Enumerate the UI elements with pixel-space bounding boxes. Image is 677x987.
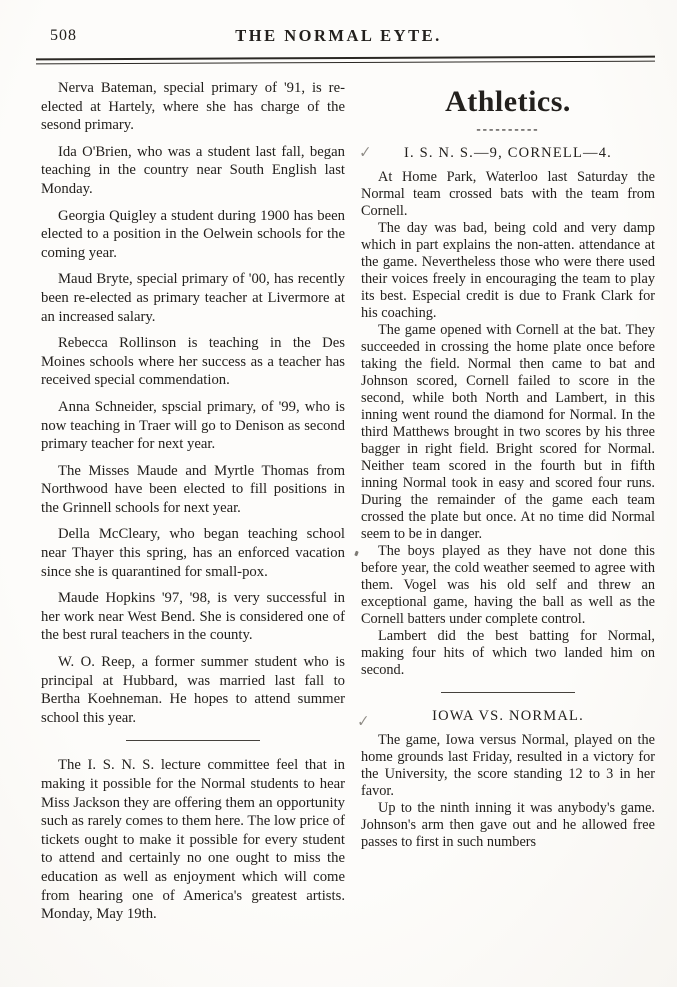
news-item: Georgia Quigley a student during 1900 has been elected to a position in the Oelwein schools for the coming year. [41, 207, 345, 261]
article-paragraph: The game, Iowa versus Normal, played on the home grounds last Friday, resulted in a victory for the University, the score standing 12 to 3 in her favor. [361, 732, 655, 799]
article-paragraph: At Home Park, Waterloo last Saturday the Normal team crossed bats with the team from Cornell. [361, 169, 655, 219]
news-item: The Misses Maude and Myrtle Thomas from Northwood have been elected to fill positions in the Grinnell schools for next year. [41, 462, 345, 516]
news-item: Della McCleary, who began teaching school near Thayer this spring, has an enforced vacation since she is quarantined for small-pox. [41, 526, 345, 580]
masthead-rule [36, 56, 655, 65]
cornell-game-heading-text: I. S. N. S.—9, CORNELL—4. [403, 145, 613, 161]
right-column [357, 79, 655, 851]
section-divider [126, 740, 260, 741]
iowa-game-heading [357, 708, 655, 732]
pencil-dot-mark [354, 551, 359, 557]
news-item: Maud Bryte, special primary of '00, has recently been re-elected as primary teacher at Livermore at an increased salary. [41, 271, 345, 325]
page-number: 508 [50, 27, 77, 44]
news-item: Maude Hopkins '97, '98, is very successful in her work near West Bend. She is considered one of the best rural teachers in the county. [41, 590, 345, 644]
left-column [41, 79, 345, 932]
masthead-title: THE NORMAL EYTE. [235, 26, 442, 45]
article-paragraph: The day was bad, being cold and very damp which in part explains the non-atten. attendance at the game. Nevertheless those who were there used their voices freely in encouraging the team to play its best. Especial credit is due to Frank Clark for his coaching. [361, 220, 655, 321]
article-paragraph: Up to the ninth inning it was anybody's game. Johnson's arm then gave out and he allowed free passes to first in such numbers [361, 800, 655, 850]
pencil-checkmark-icon: ✓ [357, 710, 371, 732]
news-item: Rebecca Rollinson is teaching in the Des Moines schools where her success as a teacher has received special commendation. [41, 335, 345, 389]
news-item: Nerva Bateman, special primary of '91, is re-elected at Hartely, where she has charge of the sesond primary. [41, 80, 345, 134]
article-paragraph: The game opened with Cornell at the bat. They succeeded in crossing the home plate once before taking the field. Normal then came to bat and Johnson scored, Cornell failed to score in the second, while both North and Lambert, in this inning went round the diamond for Normal. In the third Matthews brought in two scores by his three bagger in right field. Bright scored for Normal. Neither team scored in the fourth but in fifth inning Normal took in easy and scored four runs. During the remainder of the game each team crossed the plate but once. At no time did Normal seem to be in danger. [361, 322, 655, 542]
article-paragraph [361, 543, 655, 628]
dash-ornament: ---------- [476, 121, 540, 136]
news-item: Ida O'Brien, who was a student last fall, began teaching in the country near South English last Monday. [41, 143, 345, 197]
pencil-checkmark-icon: ✓ [359, 141, 373, 163]
athletics-section-title: Athletics. [445, 85, 571, 118]
section-divider [441, 692, 575, 693]
article-paragraph: Lambert did the best batting for Normal, making four hits of which two landed him on second. [361, 628, 655, 678]
news-item: W. O. Reep, a former summer student who is principal at Hubbard, was married last fall to Bertha Koehneman. He hopes to attend summer school this year. [41, 654, 345, 726]
iowa-game-heading-text: IOWA VS. NORMAL. [432, 708, 584, 724]
news-item: Anna Schneider, spscial primary, of '99, who is now teaching in Traer will go to Denison as second primary teacher for next year. [41, 398, 345, 453]
lecture-note-paragraph: The I. S. N. S. lecture committee feel that in making it possible for the Normal students to hear Miss Jackson they are offering them an opportunity such as rarely comes to them here. The low price of tickets ought to make it possible for every student to attend and certainly no one ought to miss the education as well as enjoyment which will come from hearing one of America's greatest artists. Monday, May 19th. [41, 757, 345, 923]
cornell-game-heading [359, 141, 655, 163]
article-paragraph-text: The boys played as they have not done this before year, the cold weather seemed to agree with them. Vogel was his old self and threw an exceptional game, having the ball as well as the Cornell batters under complete control. [361, 543, 655, 627]
